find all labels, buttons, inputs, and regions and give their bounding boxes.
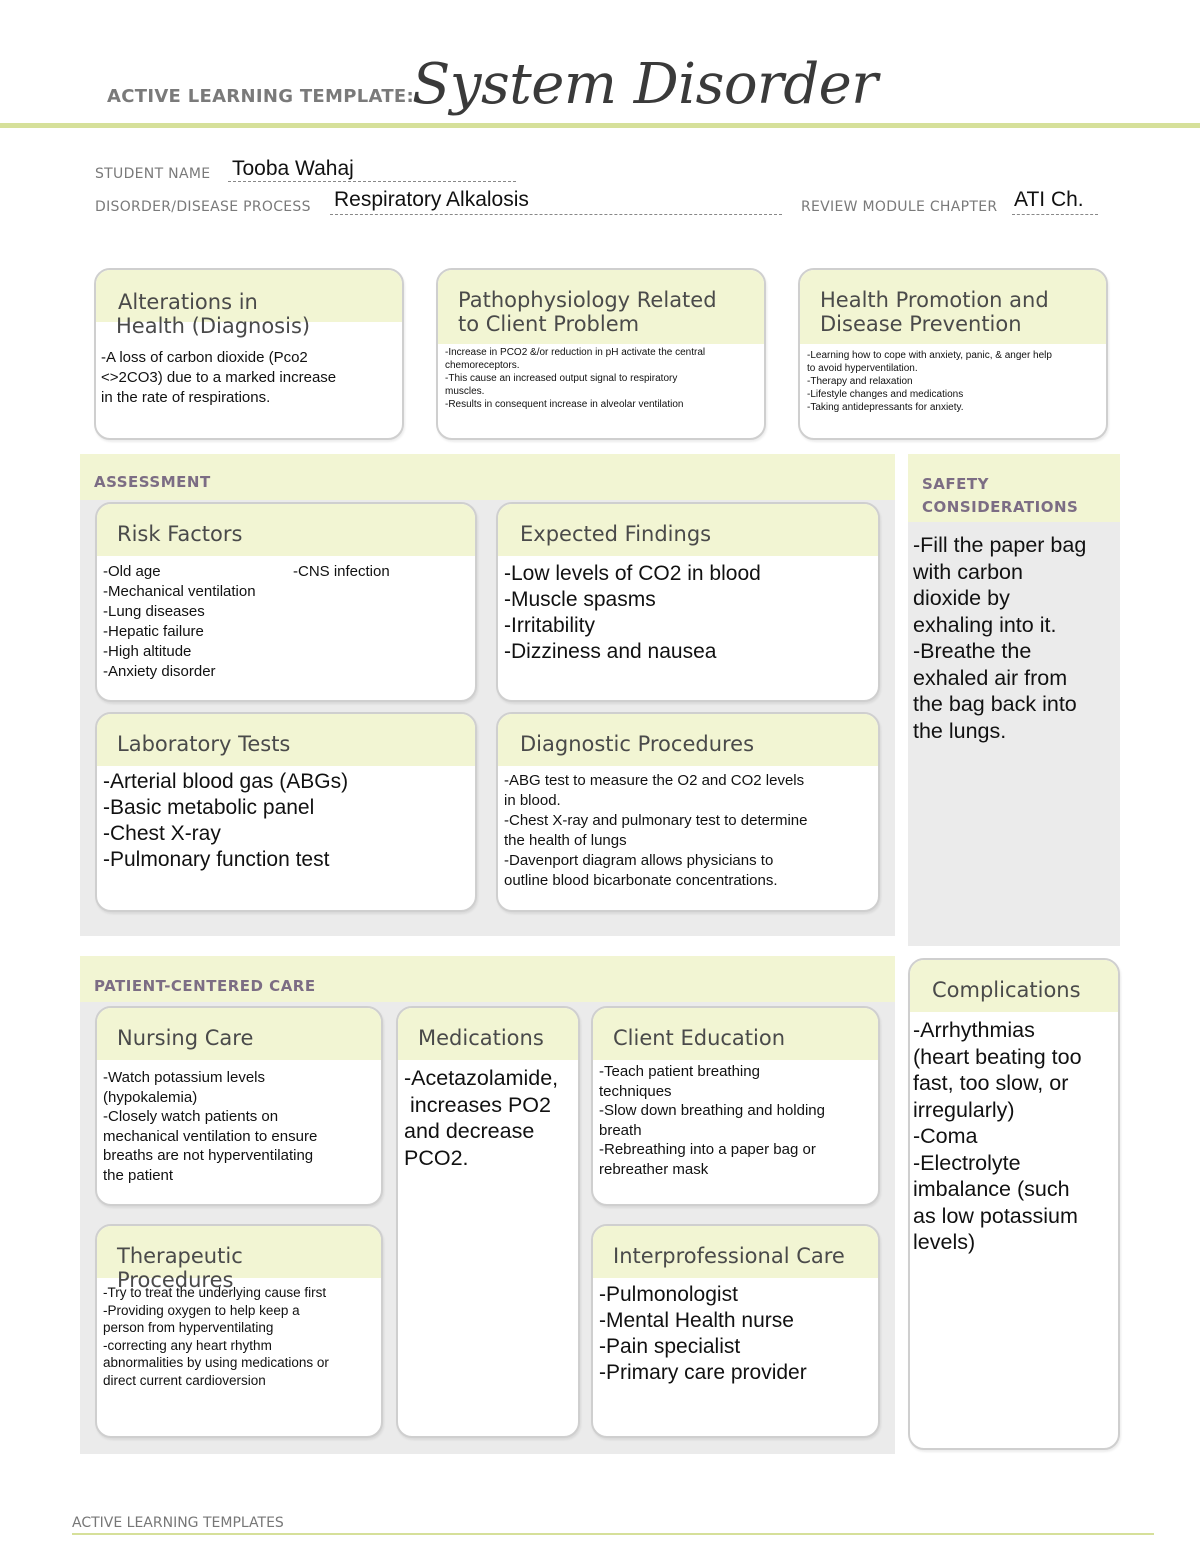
card-content: -Learning how to cope with anxiety, panic, & anger help to avoid hyperventilation. -Therapy and relaxation -Lifestyle changes and medications -Taking antidepressants for anxiety. — [807, 350, 1052, 413]
safety-content: -Fill the paper bag with carbon dioxide by exhaling into it. -Breathe the exhaled air from the bag back into the lungs. — [913, 533, 1087, 743]
card-laboratory-tests — [95, 712, 477, 912]
card-content: -A loss of carbon dioxide (Pco2 <>2CO3) due to a marked increase in the rate of respirations. — [101, 349, 337, 406]
card-title: Laboratory Tests — [97, 714, 475, 766]
card-content: -Arterial blood gas (ABGs) -Basic metabolic panel -Chest X-ray -Pulmonary function test — [103, 770, 349, 871]
card-client-education — [591, 1006, 880, 1206]
card-content: -Teach patient breathing techniques -Slow down breathing and holding breath -Rebreathing into a paper bag or rebreather mask — [599, 1063, 825, 1178]
footer-label: ACTIVE LEARNING TEMPLATES — [72, 1515, 284, 1531]
card-title: Nursing Care — [97, 1008, 381, 1060]
card-title: Complications — [910, 960, 1118, 1012]
card-alterations-in-health — [94, 268, 404, 440]
card-title: Risk Factors — [97, 504, 475, 556]
template-label: ACTIVE LEARNING TEMPLATE: — [107, 86, 414, 107]
card-therapeutic-procedures — [95, 1224, 383, 1438]
card-content: -Old age -Mechanical ventilation -Lung diseases -Hepatic failure -High altitude -Anxiety disorder -CNS infection — [103, 563, 390, 680]
card-complications — [908, 958, 1120, 1450]
card-interprofessional-care — [591, 1224, 880, 1438]
student-name-label: STUDENT NAME — [95, 166, 211, 182]
student-name-value: Tooba Wahaj — [232, 157, 354, 180]
card-content: -Low levels of CO2 in blood -Muscle spasms -Irritability -Dizziness and nausea — [504, 562, 761, 663]
disorder-field[interactable] — [330, 188, 782, 215]
card-content: -Acetazolamide, increases PO2 and decrease PCO2. — [404, 1066, 559, 1170]
card-title: Pathophysiology Related to Client Problem — [438, 270, 764, 344]
patient-care-title: PATIENT-CENTERED CARE — [94, 977, 316, 995]
card-title: Expected Findings — [498, 504, 878, 556]
card-medications — [396, 1006, 580, 1438]
disorder-value: Respiratory Alkalosis — [334, 188, 529, 211]
page-title: System Disorder — [412, 52, 878, 117]
chapter-label: REVIEW MODULE CHAPTER — [801, 199, 998, 215]
disorder-label: DISORDER/DISEASE PROCESS — [95, 199, 311, 215]
card-title: Medications — [398, 1008, 578, 1060]
card-pathophysiology — [436, 268, 766, 440]
card-diagnostic-procedures — [496, 712, 880, 912]
card-content: -Arrhythmias (heart beating too fast, too slow, or irregularly) -Coma -Electrolyte imbalance (such as low potassium levels) — [913, 1018, 1082, 1254]
header-divider — [0, 123, 1200, 128]
card-content: -Try to treat the underlying cause first -Providing oxygen to help keep a person from hyperventilating -correcting any heart rhythm abnormalities by using medications or direct current cardioversion — [103, 1285, 329, 1388]
chapter-field[interactable] — [1012, 188, 1098, 215]
card-health-promotion — [798, 268, 1108, 440]
card-title: Diagnostic Procedures — [498, 714, 878, 766]
card-title: Interprofessional Care — [593, 1226, 878, 1278]
student-name-field[interactable] — [228, 157, 516, 182]
chapter-value: ATI Ch. — [1014, 188, 1084, 211]
card-nursing-care — [95, 1006, 383, 1206]
card-risk-factors — [95, 502, 477, 702]
card-title: Health Promotion and Disease Prevention — [800, 270, 1106, 344]
card-content: -Pulmonologist -Mental Health nurse -Pain specialist -Primary care provider — [599, 1283, 807, 1384]
card-title: Therapeutic Procedures — [97, 1226, 381, 1278]
card-content: -Watch potassium levels (hypokalemia) -Closely watch patients on mechanical ventilation to ensure breaths are not hyperventilating the patient — [103, 1069, 318, 1184]
safety-title: SAFETY CONSIDERATIONS — [922, 475, 1079, 516]
footer-divider — [72, 1533, 1154, 1535]
card-expected-findings — [496, 502, 880, 702]
card-title: Client Education — [593, 1008, 878, 1060]
card-title: Alterations in Health (Diagnosis) — [96, 270, 402, 322]
assessment-title: ASSESSMENT — [94, 473, 211, 491]
card-content: -ABG test to measure the O2 and CO2 levels in blood. -Chest X-ray and pulmonary test to determine the health of lungs -Davenport diagram allows physicians to outline blood bicarbonate concentrations. — [504, 772, 808, 889]
card-content: -Increase in PCO2 &/or reduction in pH activate the central chemoreceptors. -This cause an increased output signal to respiratory muscles. -Results in consequent increase in alveolar ventilation — [445, 347, 706, 410]
